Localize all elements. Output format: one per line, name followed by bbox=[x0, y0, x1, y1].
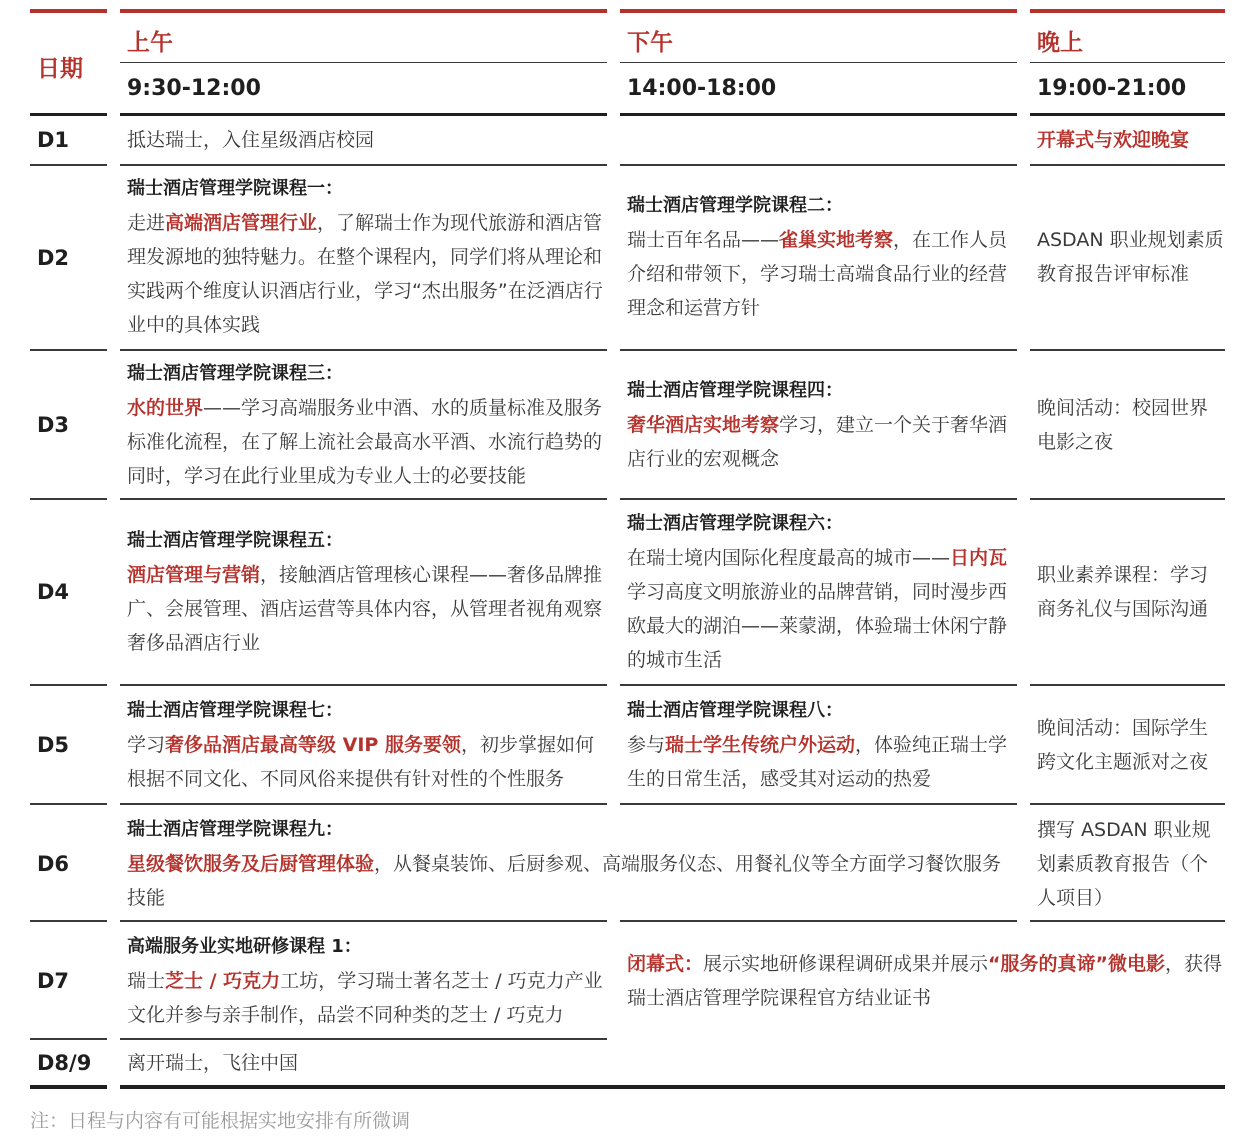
row-sep bbox=[620, 349, 1017, 351]
row-sep bbox=[1030, 920, 1225, 922]
row-sep bbox=[120, 684, 607, 686]
d2-afternoon bbox=[627, 189, 1015, 325]
d5-morning-title: 瑞士酒店管理学院课程七： bbox=[127, 700, 343, 721]
d2-morning-text-a: 走进 bbox=[127, 212, 166, 234]
header-bottom-morning bbox=[120, 113, 607, 116]
d5-afternoon-text-b: ，体验纯正瑞士学生的日常生活，感受其对运动的热爱 bbox=[627, 734, 1008, 790]
footnote: 注：日程与内容有可能根据实地安排有所微调 bbox=[30, 1110, 411, 1132]
row-sep bbox=[620, 164, 1017, 166]
row-sep bbox=[1030, 498, 1225, 500]
afternoon-time: 14:00-18:00 bbox=[627, 76, 777, 101]
d3-afternoon-text-b: 学习，建立一个关于奢华酒店行业的宏观概念 bbox=[627, 414, 1008, 470]
d7-closing-label: 闭幕式： bbox=[627, 953, 704, 975]
header-bar-evening bbox=[1030, 9, 1225, 13]
d5-afternoon-title: 瑞士酒店管理学院课程八： bbox=[627, 700, 843, 721]
d7-afternoon-evening bbox=[627, 947, 1225, 1015]
row-sep bbox=[120, 498, 607, 500]
d3-evening: 晚间活动：校园世界电影之夜 bbox=[1037, 397, 1209, 453]
d2-afternoon-text-a: 瑞士百年名品—— bbox=[627, 229, 780, 251]
row-sep bbox=[30, 920, 107, 922]
header-bottom-date bbox=[30, 113, 107, 116]
row-sep bbox=[30, 498, 107, 500]
d2-morning-title: 瑞士酒店管理学院课程一： bbox=[127, 178, 343, 199]
header-bottom-evening bbox=[1030, 113, 1225, 116]
day-label-d1: D1 bbox=[37, 128, 70, 152]
d5-morning-text-a: 学习 bbox=[127, 734, 166, 756]
d6-highlight: 星级餐饮服务及后厨管理体验 bbox=[127, 853, 375, 875]
d7-morning-title: 高端服务业实地研修课程 1： bbox=[127, 936, 362, 957]
header-bar-date bbox=[30, 9, 107, 13]
d2-evening: ASDAN 职业规划素质教育报告评审标准 bbox=[1037, 229, 1224, 285]
d5-morning-text-b: ，初步掌握如何根据不同文化、不同风俗来提供有针对性的个性服务 bbox=[127, 734, 594, 790]
day-label-d8: D8/9 bbox=[37, 1051, 92, 1075]
day-label-d6: D6 bbox=[37, 852, 70, 876]
d2-afternoon-text-b: ，在工作人员介绍和带领下，学习瑞士高端食品行业的经营理念和运营方针 bbox=[627, 229, 1008, 319]
date-header: 日期 bbox=[37, 56, 83, 82]
d6-text-b: ，从餐桌装饰、后厨参观、高端服务仪态、用餐礼仪等全方面学习餐饮服务技能 bbox=[127, 853, 1002, 909]
d5-afternoon-text-a: 参与 bbox=[627, 734, 666, 756]
table-bottom-rule bbox=[120, 1085, 1225, 1089]
d3-afternoon-highlight: 奢华酒店实地考察 bbox=[627, 414, 780, 436]
d3-morning bbox=[127, 357, 605, 493]
row-sep bbox=[120, 164, 607, 166]
d4-morning-title: 瑞士酒店管理学院课程五： bbox=[127, 530, 343, 551]
d4-morning bbox=[127, 524, 605, 660]
row-sep bbox=[1030, 684, 1225, 686]
header-bottom-afternoon bbox=[620, 113, 1017, 116]
evening-time: 19:00-21:00 bbox=[1037, 76, 1187, 101]
d6-title: 瑞士酒店管理学院课程九： bbox=[127, 819, 343, 840]
d3-morning-title: 瑞士酒店管理学院课程三： bbox=[127, 363, 343, 384]
d8-morning: 离开瑞士，飞往中国 bbox=[127, 1052, 299, 1074]
row-sep bbox=[30, 1038, 107, 1040]
d7-morning-highlight: 芝士 / 巧克力 bbox=[165, 970, 281, 992]
row-sep bbox=[1030, 349, 1225, 351]
day-label-d3: D3 bbox=[37, 413, 70, 437]
row-sep bbox=[30, 164, 107, 166]
header-sep-evening bbox=[1030, 62, 1225, 63]
row-sep bbox=[620, 684, 1017, 686]
row-sep bbox=[120, 803, 607, 805]
d5-afternoon-highlight: 瑞士学生传统户外运动 bbox=[665, 734, 856, 756]
row-sep bbox=[620, 920, 1017, 922]
header-bar-afternoon bbox=[620, 9, 1017, 13]
d7-morning-text-b: 工坊，学习瑞士著名芝士 / 巧克力产业文化并参与亲手制作，品尝不同种类的芝士 / 巧克力 bbox=[127, 970, 603, 1026]
d4-afternoon bbox=[627, 507, 1015, 677]
day-label-d4: D4 bbox=[37, 580, 70, 604]
morning-time: 9:30-12:00 bbox=[127, 76, 261, 101]
d1-morning: 抵达瑞士，入住星级酒店校园 bbox=[127, 129, 375, 151]
d3-afternoon-title: 瑞士酒店管理学院课程四： bbox=[627, 380, 843, 401]
d5-morning bbox=[127, 694, 605, 796]
row-sep bbox=[120, 349, 607, 351]
d6-evening: 撰写 ASDAN 职业规划素质教育报告（个人项目） bbox=[1037, 819, 1211, 909]
row-sep bbox=[1030, 803, 1225, 805]
row-sep bbox=[30, 349, 107, 351]
d2-afternoon-title: 瑞士酒店管理学院课程二： bbox=[627, 195, 843, 216]
d2-morning-highlight: 高端酒店管理行业 bbox=[165, 212, 318, 234]
evening-header: 晚上 bbox=[1037, 30, 1083, 56]
row-sep bbox=[30, 803, 107, 805]
day-label-d5: D5 bbox=[37, 733, 70, 757]
d5-morning-highlight: 奢侈品酒店最高等级 VIP 服务要领 bbox=[165, 734, 461, 756]
d4-evening: 职业素养课程：学习商务礼仪与国际沟通 bbox=[1037, 564, 1209, 620]
table-bottom-rule bbox=[30, 1085, 107, 1089]
d7-pm-text-b: ，获得瑞士酒店管理学院课程官方结业证书 bbox=[627, 953, 1223, 1009]
d7-morning bbox=[127, 930, 605, 1032]
d7-pm-text-a: 展示实地研修课程调研成果并展示 bbox=[703, 953, 989, 975]
d7-morning-text-a: 瑞士 bbox=[127, 970, 166, 992]
row-sep bbox=[1030, 164, 1225, 166]
morning-header: 上午 bbox=[127, 30, 173, 56]
d6-morning-afternoon bbox=[127, 813, 1017, 915]
header-sep-afternoon bbox=[620, 62, 1017, 63]
header-sep-morning bbox=[120, 62, 607, 63]
d2-morning-text-b: ，了解瑞士作为现代旅游和酒店管理发源地的独特魅力。在整个课程内，同学们将从理论和实践两个维度认识酒店行业，学习“杰出服务”在泛酒店行业中的具体实践 bbox=[127, 212, 603, 336]
row-sep bbox=[30, 684, 107, 686]
d2-afternoon-highlight: 雀巢实地考察 bbox=[779, 229, 894, 251]
d4-afternoon-highlight: 日内瓦 bbox=[950, 547, 1008, 569]
d2-morning bbox=[127, 172, 605, 342]
d3-morning-text-b: ——学习高端服务业中酒、水的质量标准及服务标准化流程，在了解上流社会最高水平酒、水流行趋势的同时，学习在此行业里成为专业人士的必要技能 bbox=[127, 397, 603, 487]
d1-evening: 开幕式与欢迎晚宴 bbox=[1037, 129, 1190, 151]
d5-evening: 晚间活动：国际学生跨文化主题派对之夜 bbox=[1037, 717, 1209, 773]
row-sep bbox=[620, 803, 1017, 805]
afternoon-header: 下午 bbox=[627, 30, 673, 56]
d4-afternoon-title: 瑞士酒店管理学院课程六： bbox=[627, 513, 843, 534]
d4-morning-highlight: 酒店管理与营销 bbox=[127, 564, 261, 586]
day-label-d7: D7 bbox=[37, 969, 70, 993]
header-bar-morning bbox=[120, 9, 607, 13]
d3-morning-highlight: 水的世界 bbox=[127, 397, 204, 419]
d7-pm-highlight: “服务的真谛”微电影 bbox=[988, 953, 1166, 975]
row-sep bbox=[120, 1038, 607, 1040]
d4-morning-text-b: ，接触酒店管理核心课程——奢侈品牌推广、会展管理、酒店运营等具体内容，从管理者视角观察奢侈品酒店行业 bbox=[127, 564, 603, 654]
d5-afternoon bbox=[627, 694, 1015, 796]
row-sep bbox=[120, 920, 607, 922]
d3-afternoon bbox=[627, 374, 1015, 476]
d4-afternoon-text-a: 在瑞士境内国际化程度最高的城市—— bbox=[627, 547, 951, 569]
day-label-d2: D2 bbox=[37, 246, 70, 270]
d4-afternoon-text-b: 学习高度文明旅游业的品牌营销，同时漫步西欧最大的湖泊——莱蒙湖，体验瑞士休闲宁静的城市生活 bbox=[627, 581, 1008, 671]
row-sep bbox=[620, 498, 1017, 500]
